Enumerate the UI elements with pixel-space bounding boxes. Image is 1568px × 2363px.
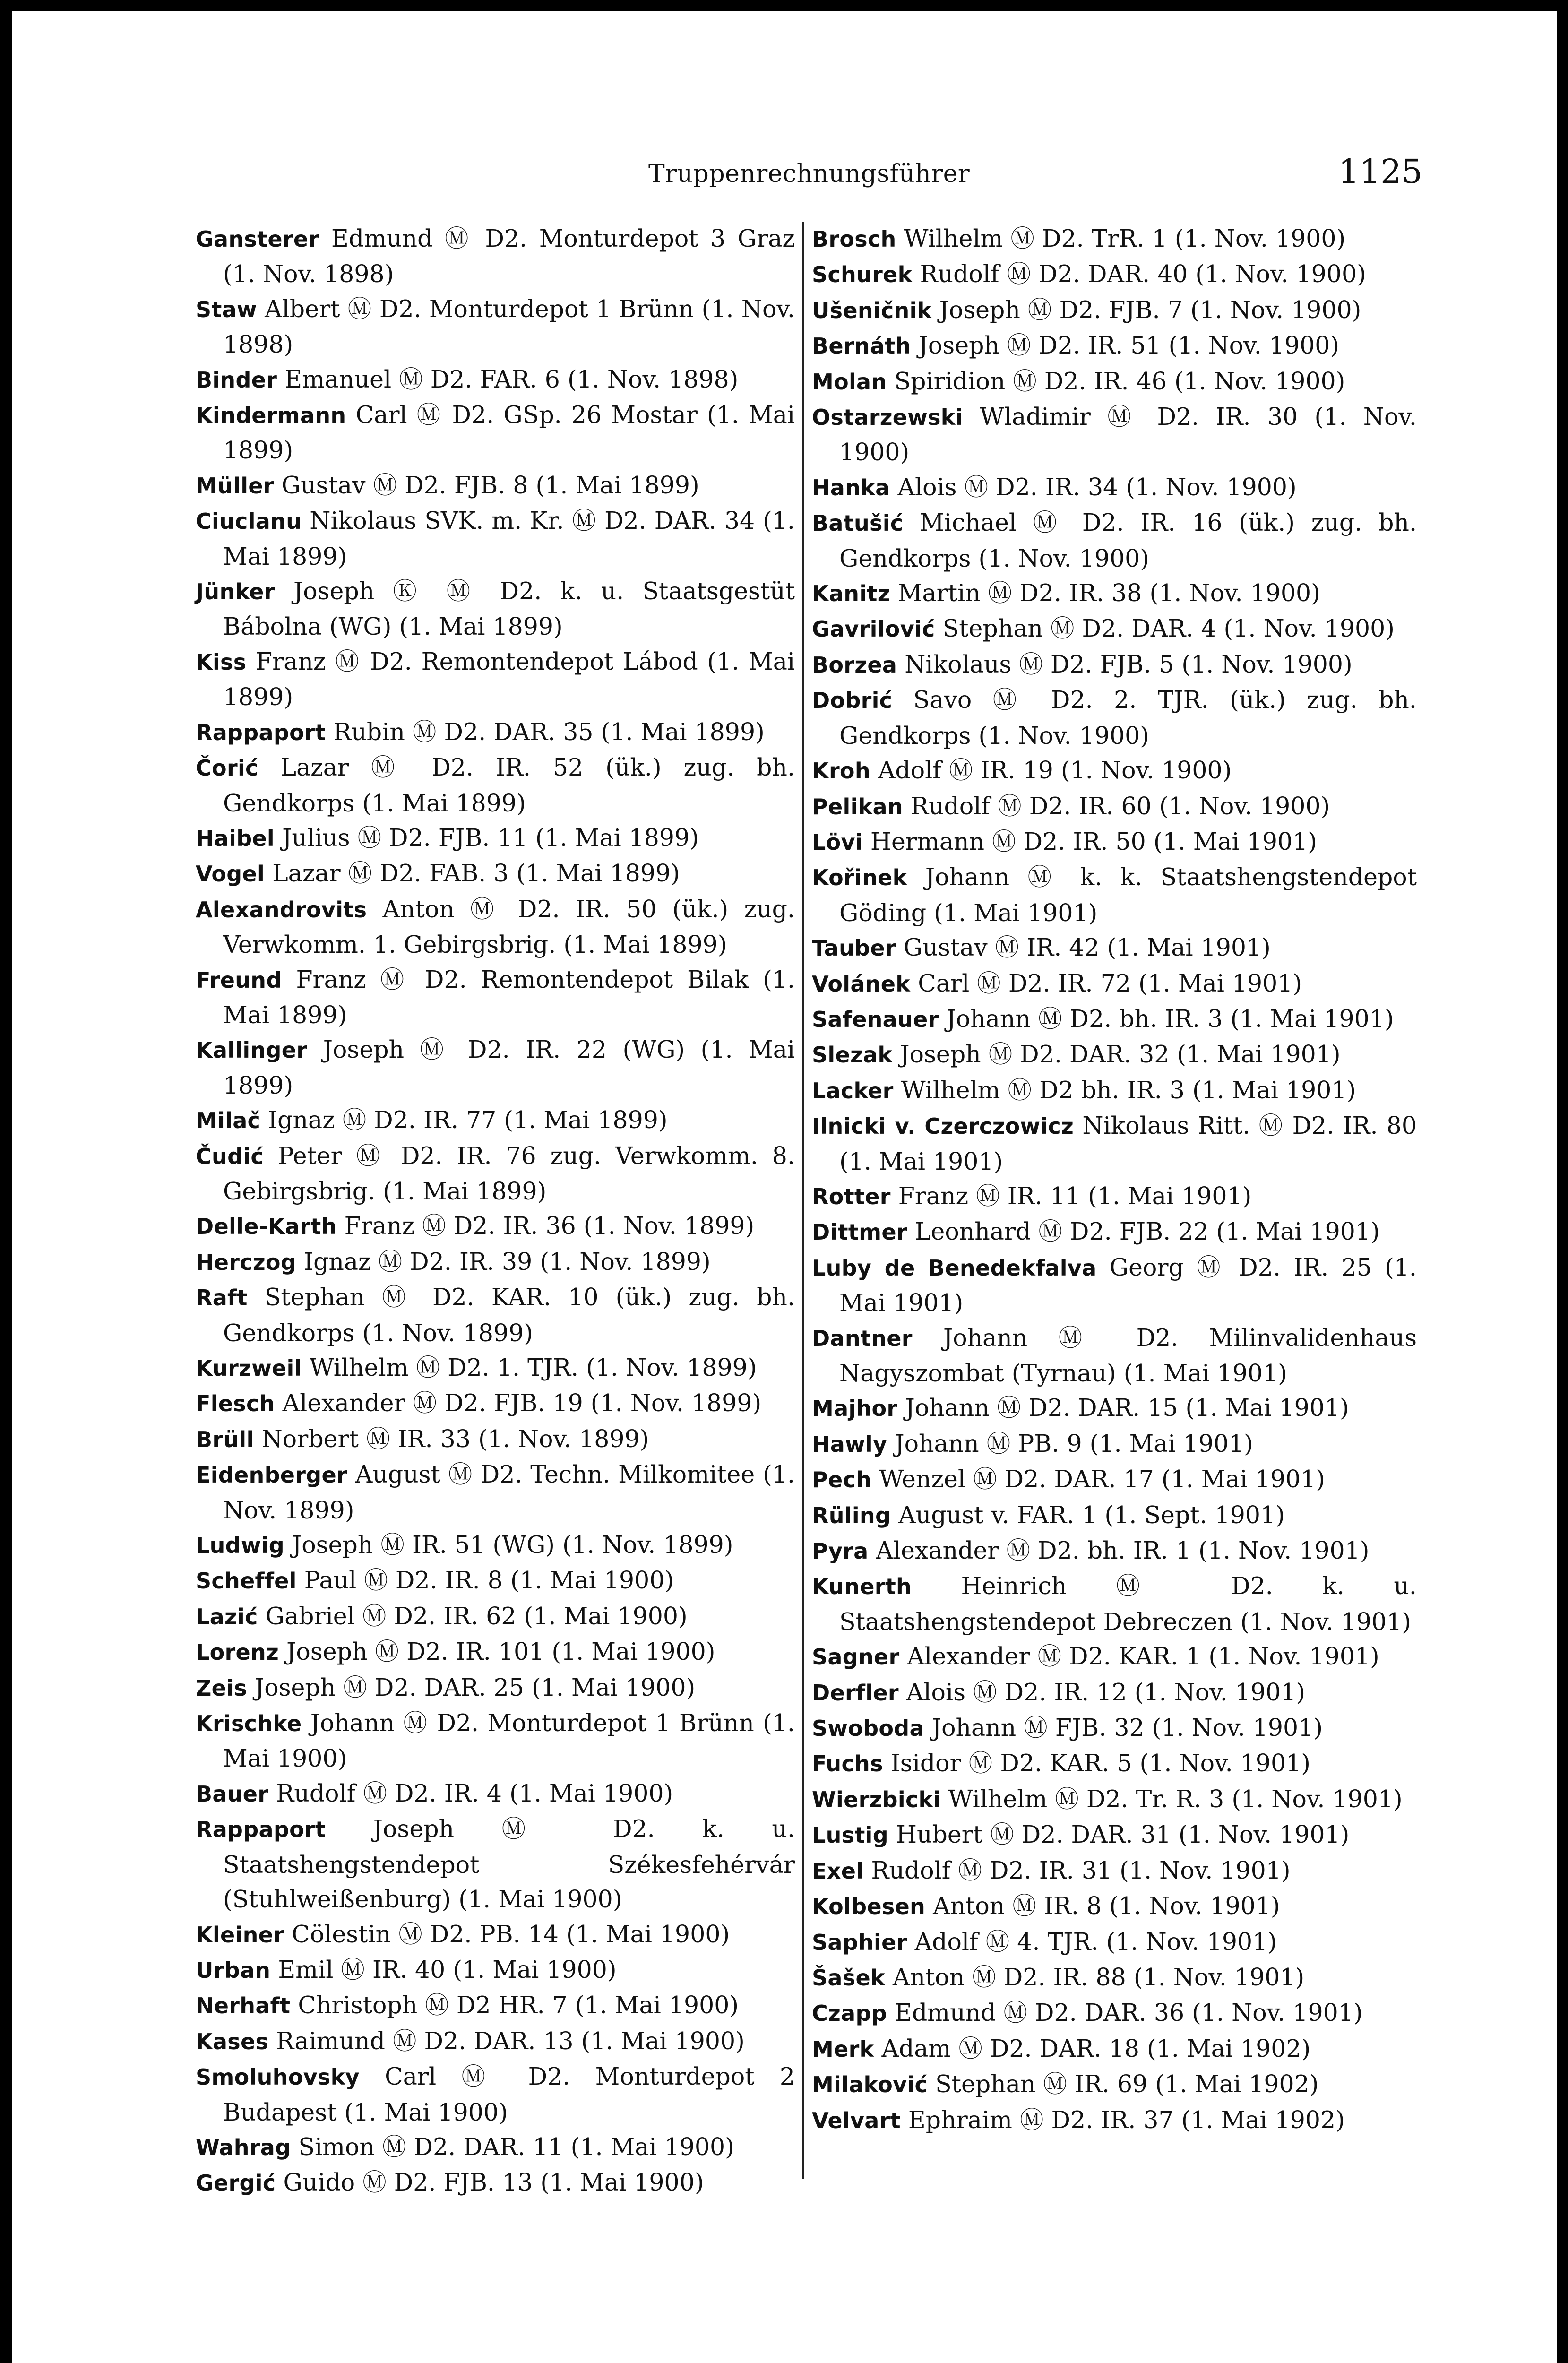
entry-name: Vogel xyxy=(196,861,265,887)
list-item xyxy=(196,397,795,468)
entry-details: Stephan Ⓜ D2. KAR. 10 (ük.) zug. bh. Gendkorps (1. Nov. 1899) xyxy=(223,1283,795,1347)
list-item xyxy=(196,1599,795,1634)
entry-name: Pelikan xyxy=(812,793,903,819)
entry-details: Alexander Ⓜ D2. FJB. 19 (1. Nov. 1899) xyxy=(275,1389,762,1417)
entry-name: Smoluhovsky xyxy=(196,2064,360,2090)
list-item xyxy=(812,470,1417,505)
entry-name: Šašek xyxy=(812,1965,885,1991)
entry-name: Jünker xyxy=(196,579,275,605)
entry-details: Johann Ⓜ D2. Milinvalidenhaus Nagyszombat (Tyrnau) (1. Mai 1901) xyxy=(839,1323,1417,1387)
entry-name: Derfler xyxy=(812,1680,899,1706)
entry-name: Kindermann xyxy=(196,403,346,429)
entry-name: Binder xyxy=(196,367,277,393)
entry-name: Lazić xyxy=(196,1604,258,1630)
entry-name: Velvart xyxy=(812,2107,901,2133)
entry-details: Johann Ⓜ D2. DAR. 15 (1. Mai 1901) xyxy=(897,1394,1349,1422)
list-item xyxy=(196,715,795,750)
column-divider xyxy=(802,222,804,2179)
entry-name: Pyra xyxy=(812,1538,869,1564)
entry-details: Rudolf Ⓜ D2. DAR. 40 (1. Nov. 1900) xyxy=(912,260,1366,288)
list-item xyxy=(812,576,1417,611)
entry-name: Kiss xyxy=(196,649,247,675)
list-item xyxy=(196,1457,795,1527)
entry-details: Stephan Ⓜ D2. DAR. 4 (1. Nov. 1900) xyxy=(935,614,1395,643)
entry-name: Brosch xyxy=(812,226,896,252)
entry-name: Rotter xyxy=(812,1183,891,1209)
entry-details: Ignaz Ⓜ D2. IR. 77 (1. Mai 1899) xyxy=(260,1106,668,1134)
entry-details: Adolf Ⓜ IR. 19 (1. Nov. 1900) xyxy=(870,756,1232,785)
list-item xyxy=(196,1952,795,1988)
entry-name: Batušić xyxy=(812,510,904,536)
entry-name: Merk xyxy=(812,2036,874,2062)
list-item xyxy=(196,468,795,503)
entry-name: Swoboda xyxy=(812,1716,924,1742)
entry-name: Freund xyxy=(196,967,282,993)
list-item xyxy=(812,257,1417,292)
entry-details: Anton Ⓜ IR. 8 (1. Nov. 1901) xyxy=(925,1892,1280,1920)
entry-details: Johann Ⓜ D2. bh. IR. 3 (1. Mai 1901) xyxy=(939,1004,1394,1033)
list-item xyxy=(812,1782,1417,1817)
entry-details: Franz Ⓜ IR. 11 (1. Mai 1901) xyxy=(890,1182,1252,1210)
entry-name: Schurek xyxy=(812,262,913,288)
entry-name: Gavrilović xyxy=(812,616,935,642)
entry-name: Wahrag xyxy=(196,2134,291,2160)
entry-name: Pech xyxy=(812,1467,872,1493)
entry-details: Joseph Ⓜ D2. DAR. 32 (1. Mai 1901) xyxy=(892,1040,1341,1069)
scan-border-left xyxy=(0,0,12,2363)
list-item xyxy=(812,1001,1417,1037)
list-item xyxy=(812,1390,1417,1426)
entry-name: Kroh xyxy=(812,758,870,784)
entry-name: Ostarzewski xyxy=(812,405,963,431)
entry-details: Albert Ⓜ D2. Monturdepot 1 Brünn (1. Nov. 1898) xyxy=(223,294,795,359)
entry-name: Alexandrovits xyxy=(196,897,367,923)
entry-name: Fuchs xyxy=(812,1751,883,1777)
list-item xyxy=(812,682,1417,753)
entry-name: Hanka xyxy=(812,474,890,500)
entry-details: Georg Ⓜ D2. IR. 25 (1. Mai 1901) xyxy=(839,1253,1417,1317)
entry-name: Sagner xyxy=(812,1644,900,1670)
entry-details: Joseph Ⓜ D2. DAR. 25 (1. Mai 1900) xyxy=(247,1673,696,1701)
list-item xyxy=(196,1208,795,1244)
list-item xyxy=(812,1639,1417,1674)
list-item xyxy=(196,1032,795,1103)
list-item xyxy=(812,2103,1417,2138)
entry-details: Christoph Ⓜ D2 HR. 7 (1. Mai 1900) xyxy=(290,1991,739,2019)
list-item xyxy=(196,1917,795,1952)
list-item xyxy=(196,2059,795,2130)
entry-details: Joseph Ⓜ D2. k. u. Staatshengstendepot Székesfehérvár (Stuhlweißenburg) (1. Mai 1900) xyxy=(223,1815,795,1914)
scan-border-right xyxy=(1557,0,1568,2363)
entry-details: Stephan Ⓜ IR. 69 (1. Mai 1902) xyxy=(928,2070,1319,2098)
entry-details: Alexander Ⓜ D2. KAR. 1 (1. Nov. 1901) xyxy=(899,1642,1379,1671)
list-item xyxy=(196,1988,795,2023)
list-item xyxy=(812,1073,1417,1108)
entry-details: August v. FAR. 1 (1. Sept. 1901) xyxy=(891,1501,1285,1529)
entry-name: Delle-Karth xyxy=(196,1214,337,1240)
list-item xyxy=(196,362,795,397)
entry-name: Kolbesen xyxy=(812,1894,926,1920)
list-item xyxy=(812,1995,1417,2031)
entry-name: Raft xyxy=(196,1285,248,1311)
list-item xyxy=(196,892,795,962)
list-item xyxy=(196,1527,795,1563)
list-item xyxy=(812,1853,1417,1889)
entry-details: Franz Ⓜ D2. IR. 36 (1. Nov. 1899) xyxy=(336,1212,755,1240)
entry-name: Dantner xyxy=(812,1325,913,1351)
entry-name: Milač xyxy=(196,1108,261,1134)
list-item xyxy=(196,221,795,292)
list-item xyxy=(812,966,1417,1001)
list-item xyxy=(196,1103,795,1138)
entry-name: Lustig xyxy=(812,1822,888,1848)
list-item xyxy=(196,856,795,891)
entry-name: Bernáth xyxy=(812,333,911,359)
list-item xyxy=(812,1710,1417,1746)
entry-details: Johann Ⓜ D2. Monturdepot 1 Brünn (1. Mai 1900) xyxy=(223,1709,795,1773)
entry-details: Wilhelm Ⓜ D2 bh. IR. 3 (1. Mai 1901) xyxy=(893,1076,1356,1104)
entry-name: Lacker xyxy=(812,1078,894,1104)
entry-details: Wilhelm Ⓜ D2. 1. TJR. (1. Nov. 1899) xyxy=(302,1354,757,1381)
entry-details: Wladimir Ⓜ D2. IR. 30 (1. Nov. 1900) xyxy=(839,403,1417,466)
entry-name: Ludwig xyxy=(196,1533,284,1559)
list-item xyxy=(812,1960,1417,1995)
entry-details: Hermann Ⓜ D2. IR. 50 (1. Mai 1901) xyxy=(862,827,1317,855)
entry-name: Luby de Benedekfalva xyxy=(812,1255,1097,1281)
list-item xyxy=(812,1746,1417,1781)
list-item xyxy=(812,1214,1417,1250)
entry-details: Wilhelm Ⓜ D2. Tr. R. 3 (1. Nov. 1901) xyxy=(940,1785,1403,1813)
entry-name: Kanitz xyxy=(812,581,890,607)
list-item xyxy=(196,1776,795,1811)
entry-details: Alois Ⓜ D2. IR. 12 (1. Nov. 1901) xyxy=(898,1678,1306,1706)
entry-name: Ciuclanu xyxy=(196,509,302,535)
list-item xyxy=(196,2165,795,2200)
entry-name: Saphier xyxy=(812,1929,907,1955)
entry-details: Lazar Ⓜ D2. FAB. 3 (1. Mai 1899) xyxy=(265,859,680,888)
entry-name: Wierzbicki xyxy=(812,1786,941,1812)
entry-details: Leonhard Ⓜ D2. FJB. 22 (1. Mai 1901) xyxy=(907,1217,1380,1246)
entry-name: Eidenberger xyxy=(196,1462,347,1488)
entry-details: Hubert Ⓜ D2. DAR. 31 (1. Nov. 1901) xyxy=(888,1820,1350,1849)
entry-details: Johann Ⓜ FJB. 32 (1. Nov. 1901) xyxy=(924,1714,1323,1742)
entry-name: Borzea xyxy=(812,652,897,678)
entry-name: Kases xyxy=(196,2028,269,2054)
list-item xyxy=(196,1350,795,1386)
list-item xyxy=(196,1280,795,1350)
list-item xyxy=(812,647,1417,682)
list-item xyxy=(812,505,1417,576)
entry-name: Kořinek xyxy=(812,865,907,891)
entry-name: Scheffel xyxy=(196,1568,297,1594)
entry-details: Rudolf Ⓜ D2. IR. 60 (1. Nov. 1900) xyxy=(903,792,1330,820)
list-item xyxy=(812,611,1417,647)
entry-name: Ušeničnik xyxy=(812,297,932,323)
entry-details: Alexander Ⓜ D2. bh. IR. 1 (1. Nov. 1901) xyxy=(868,1536,1370,1565)
entry-details: Spiridion Ⓜ D2. IR. 46 (1. Nov. 1900) xyxy=(887,367,1345,395)
right-column xyxy=(812,221,1417,2138)
list-item xyxy=(812,364,1417,399)
entry-details: Gabriel Ⓜ D2. IR. 62 (1. Mai 1900) xyxy=(258,1602,688,1630)
list-item xyxy=(812,293,1417,328)
entry-name: Dittmer xyxy=(812,1219,907,1245)
entry-name: Zeis xyxy=(196,1675,247,1701)
list-item xyxy=(196,2024,795,2059)
entry-name: Tauber xyxy=(812,935,896,961)
list-item xyxy=(812,399,1417,470)
entry-name: Molan xyxy=(812,369,887,395)
entry-name: Haibel xyxy=(196,825,275,851)
entry-details: Rudolf Ⓜ D2. IR. 4 (1. Mai 1900) xyxy=(268,1779,673,1807)
list-item xyxy=(196,2130,795,2165)
entry-details: Norbert Ⓜ IR. 33 (1. Nov. 1899) xyxy=(254,1424,649,1453)
entry-details: Anton Ⓜ D2. IR. 50 (ük.) zug. Verwkomm. 1. Gebirgsbrig. (1. Mai 1899) xyxy=(223,895,795,959)
list-item xyxy=(812,1426,1417,1462)
entry-name: Bauer xyxy=(196,1781,269,1807)
entry-details: Carl Ⓜ D2. Monturdepot 2 Budapest (1. Mai 1900) xyxy=(223,2062,795,2126)
entry-name: Kurzweil xyxy=(196,1355,302,1381)
list-item xyxy=(196,644,795,715)
list-item xyxy=(812,221,1417,257)
list-item xyxy=(196,1244,795,1280)
entry-details: Paul Ⓜ D2. IR. 8 (1. Mai 1900) xyxy=(296,1566,674,1595)
list-item xyxy=(812,1924,1417,1960)
entry-details: Wenzel Ⓜ D2. DAR. 17 (1. Mai 1901) xyxy=(871,1465,1325,1493)
running-head: Truppenrechnungsführer xyxy=(648,160,970,188)
entry-name: Hawly xyxy=(812,1431,887,1457)
list-item xyxy=(812,1817,1417,1853)
scan-border-top xyxy=(0,0,1568,11)
list-item xyxy=(812,1498,1417,1533)
entry-details: Nikolaus SVK. m. Kr. Ⓜ D2. DAR. 34 (1. Mai 1899) xyxy=(223,507,795,570)
entry-details: Savo Ⓜ D2. 2. TJR. (ük.) zug. bh. Gendkorps (1. Nov. 1900) xyxy=(839,686,1417,750)
entry-details: Rubin Ⓜ D2. DAR. 35 (1. Mai 1899) xyxy=(326,717,765,746)
entry-details: Joseph Ⓜ IR. 51 (WG) (1. Nov. 1899) xyxy=(284,1531,733,1559)
page-number: 1125 xyxy=(1338,152,1423,191)
list-item xyxy=(812,1320,1417,1391)
entry-details: Gustav Ⓜ D2. FJB. 8 (1. Mai 1899) xyxy=(274,471,699,499)
entry-name: Čorić xyxy=(196,755,258,781)
list-item xyxy=(812,2031,1417,2067)
entry-details: Johann Ⓜ PB. 9 (1. Mai 1901) xyxy=(887,1429,1253,1457)
list-item xyxy=(812,1250,1417,1320)
list-item xyxy=(196,750,795,820)
entry-details: Joseph Ⓚ Ⓜ D2. k. u. Staatsgestüt Bábolna (WG) (1. Mai 1899) xyxy=(223,577,795,641)
list-item xyxy=(812,1462,1417,1497)
entry-name: Gansterer xyxy=(196,226,319,252)
entry-details: Michael Ⓜ D2. IR. 16 (ük.) zug. bh. Gendkorps (1. Nov. 1900) xyxy=(839,509,1417,572)
entry-name: Gergić xyxy=(196,2170,276,2196)
list-item xyxy=(812,1108,1417,1179)
list-item xyxy=(196,503,795,574)
entry-name: Urban xyxy=(196,1957,271,1983)
list-item xyxy=(812,328,1417,363)
entry-name: Rappaport xyxy=(196,719,326,745)
entry-name: Herczog xyxy=(196,1249,297,1275)
entry-details: Adam Ⓜ D2. DAR. 18 (1. Mai 1902) xyxy=(874,2034,1311,2062)
entry-name: Kunerth xyxy=(812,1574,912,1600)
entry-details: Nikolaus Ritt. Ⓜ D2. IR. 80 (1. Mai 1901) xyxy=(839,1112,1417,1175)
entry-details: Joseph Ⓜ D2. FJB. 7 (1. Nov. 1900) xyxy=(931,295,1361,324)
list-item xyxy=(196,1386,795,1421)
entry-details: Franz Ⓜ D2. Remontendepot Bilak (1. Mai 1899) xyxy=(223,965,795,1029)
entry-name: Ilnicki v. Czerczowicz xyxy=(812,1113,1074,1139)
list-item xyxy=(196,1811,795,1916)
entry-details: Simon Ⓜ D2. DAR. 11 (1. Mai 1900) xyxy=(291,2132,734,2161)
entry-details: Martin Ⓜ D2. IR. 38 (1. Nov. 1900) xyxy=(890,579,1320,607)
entry-details: Raimund Ⓜ D2. DAR. 13 (1. Mai 1900) xyxy=(268,2027,745,2055)
list-item xyxy=(812,930,1417,966)
list-item xyxy=(196,1670,795,1706)
entry-details: Edmund Ⓜ D2. Monturdepot 3 Graz (1. Nov. 1898) xyxy=(223,224,795,288)
entry-name: Czapp xyxy=(812,2001,887,2027)
entry-details: Gustav Ⓜ IR. 42 (1. Mai 1901) xyxy=(896,933,1271,962)
entry-name: Volánek xyxy=(812,971,911,997)
entry-details: Isidor Ⓜ D2. KAR. 5 (1. Nov. 1901) xyxy=(883,1749,1310,1777)
entry-details: Carl Ⓜ D2. IR. 72 (1. Mai 1901) xyxy=(910,969,1302,997)
entry-name: Majhor xyxy=(812,1396,898,1422)
list-item xyxy=(196,1563,795,1598)
entry-details: Joseph Ⓜ D2. IR. 51 (1. Nov. 1900) xyxy=(911,331,1340,360)
entry-details: Heinrich Ⓜ D2. k. u. Staatshengstendepot Debreczen (1. Nov. 1901) xyxy=(839,1572,1417,1636)
entry-details: Emil Ⓜ IR. 40 (1. Mai 1900) xyxy=(270,1955,617,1984)
list-item xyxy=(812,789,1417,824)
entry-details: Wilhelm Ⓜ D2. TrR. 1 (1. Nov. 1900) xyxy=(896,224,1346,252)
entry-details: Rudolf Ⓜ D2. IR. 31 (1. Nov. 1901) xyxy=(863,1856,1291,1884)
entry-details: Franz Ⓜ D2. Remontendepot Lábod (1. Mai 1899) xyxy=(223,647,795,711)
entry-details: Peter Ⓜ D2. IR. 76 zug. Verwkomm. 8. Gebirgsbrig. (1. Mai 1899) xyxy=(223,1141,795,1205)
entry-name: Rappaport xyxy=(196,1817,326,1843)
entry-details: Joseph Ⓜ D2. IR. 22 (WG) (1. Mai 1899) xyxy=(223,1035,795,1099)
entry-name: Safenauer xyxy=(812,1006,939,1032)
entry-name: Kleiner xyxy=(196,1922,284,1948)
entry-details: Cölestin Ⓜ D2. PB. 14 (1. Mai 1900) xyxy=(284,1920,730,1948)
entry-details: Joseph Ⓜ D2. IR. 101 (1. Mai 1900) xyxy=(279,1638,715,1666)
list-item xyxy=(196,1422,795,1457)
list-item xyxy=(196,962,795,1033)
entry-details: Edmund Ⓜ D2. DAR. 36 (1. Nov. 1901) xyxy=(887,1999,1363,2027)
entry-details: Alois Ⓜ D2. IR. 34 (1. Nov. 1900) xyxy=(890,473,1297,501)
entry-name: Čudić xyxy=(196,1143,264,1169)
list-item xyxy=(812,1569,1417,1639)
entry-name: Lövi xyxy=(812,829,863,855)
entry-name: Kallinger xyxy=(196,1037,308,1063)
entry-details: August Ⓜ D2. Techn. Milkomitee (1. Nov. 1899) xyxy=(223,1460,795,1524)
entry-name: Lorenz xyxy=(196,1639,279,1665)
list-item xyxy=(812,1889,1417,1924)
entry-details: Carl Ⓜ D2. GSp. 26 Mostar (1. Mai 1899) xyxy=(223,401,795,465)
entry-name: Milaković xyxy=(812,2072,928,2098)
list-item xyxy=(812,1533,1417,1569)
list-item xyxy=(196,1138,795,1209)
entry-details: Lazar Ⓜ D2. IR. 52 (ük.) zug. bh. Gendkorps (1. Mai 1899) xyxy=(223,753,795,817)
list-item xyxy=(812,1037,1417,1072)
list-item xyxy=(812,860,1417,930)
entry-details: Adolf Ⓜ 4. TJR. (1. Nov. 1901) xyxy=(907,1927,1277,1956)
left-column xyxy=(196,221,795,2201)
entry-name: Exel xyxy=(812,1858,864,1884)
list-item xyxy=(196,820,795,856)
entry-name: Rüling xyxy=(812,1502,891,1528)
entry-name: Flesch xyxy=(196,1391,275,1417)
entry-details: Guido Ⓜ D2. FJB. 13 (1. Mai 1900) xyxy=(276,2168,704,2197)
entry-details: Anton Ⓜ D2. IR. 88 (1. Nov. 1901) xyxy=(885,1963,1305,1991)
entry-name: Müller xyxy=(196,473,274,499)
entry-details: Emanuel Ⓜ D2. FAR. 6 (1. Nov. 1898) xyxy=(277,365,739,393)
entry-name: Brüll xyxy=(196,1426,254,1452)
entry-details: Julius Ⓜ D2. FJB. 11 (1. Mai 1899) xyxy=(275,823,699,852)
entry-name: Staw xyxy=(196,296,257,322)
list-item xyxy=(196,574,795,644)
list-item xyxy=(812,2067,1417,2102)
entry-name: Nerhaft xyxy=(196,1993,291,2019)
entry-name: Slezak xyxy=(812,1042,893,1068)
list-item xyxy=(812,753,1417,788)
entry-name: Dobrić xyxy=(812,688,893,714)
list-item xyxy=(812,1675,1417,1710)
entry-details: Ephraim Ⓜ D2. IR. 37 (1. Mai 1902) xyxy=(900,2105,1345,2134)
entry-details: Johann Ⓜ k. k. Staatshengstendepot Göding (1. Mai 1901) xyxy=(839,863,1417,927)
entry-details: Nikolaus Ⓜ D2. FJB. 5 (1. Nov. 1900) xyxy=(897,650,1353,678)
list-item xyxy=(196,1634,795,1670)
list-item xyxy=(196,1706,795,1776)
list-item xyxy=(196,292,795,362)
entry-name: Krischke xyxy=(196,1711,302,1737)
list-item xyxy=(812,1179,1417,1214)
entry-details: Ignaz Ⓜ D2. IR. 39 (1. Nov. 1899) xyxy=(296,1247,711,1276)
list-item xyxy=(812,824,1417,860)
